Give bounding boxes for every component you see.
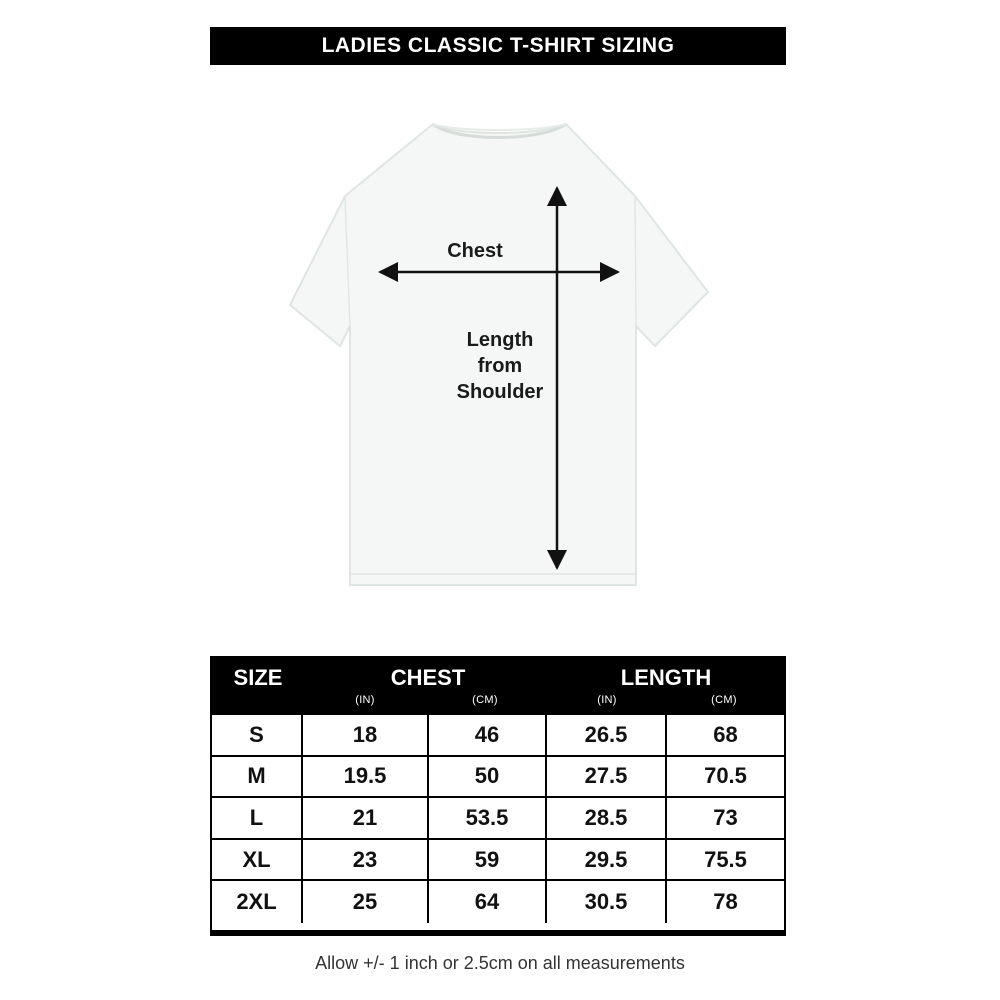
table-row: [212, 798, 784, 840]
header-chest-in: (IN): [355, 694, 375, 706]
cell-chest-in: 19.5: [303, 757, 429, 797]
table-row: [212, 757, 784, 799]
cell-size: XL: [212, 840, 303, 880]
cell-length-cm: 78: [713, 889, 738, 915]
header-chest: CHEST: [390, 665, 466, 690]
length-label-line: Length: [466, 329, 534, 351]
header-length-cm: (CM): [711, 694, 737, 706]
length-label-line: Shoulder: [456, 381, 544, 403]
cell-length-cm: 70.5: [704, 763, 747, 789]
cell-size: 2XL: [212, 881, 303, 923]
header-size: SIZE: [233, 665, 283, 690]
cell-length-cm: 68: [713, 721, 738, 747]
cell-size: L: [212, 798, 303, 838]
cell-chest-in: 21: [303, 798, 429, 838]
page-title: LADIES CLASSIC T-SHIRT SIZING: [210, 27, 786, 65]
cell-length-in: 28.5: [547, 798, 667, 838]
length-label: [430, 327, 570, 405]
cell-chest-cm: 59: [429, 840, 547, 880]
chest-label: Chest: [447, 240, 503, 262]
measurement-footnote: Allow +/- 1 inch or 2.5cm on all measurements: [315, 953, 685, 973]
cell-chest-in: 25: [303, 881, 429, 923]
cell-chest-in: 23: [303, 840, 429, 880]
cell-chest-cm: 64: [429, 881, 547, 923]
cell-length-in: 29.5: [547, 840, 667, 880]
cell-length-in: 27.5: [547, 757, 667, 797]
cell-length-cm: 75.5: [704, 846, 747, 872]
cell-chest-cm: 50: [429, 757, 547, 797]
cell-length-in: 30.5: [547, 881, 667, 923]
cell-chest-cm: 46: [429, 715, 547, 755]
header-chest-cm: (CM): [472, 694, 498, 706]
cell-size: M: [212, 757, 303, 797]
cell-chest-in: 18: [303, 715, 429, 755]
cell-length-cm: 73: [713, 804, 738, 830]
table-row: [212, 881, 784, 923]
header-length: LENGTH: [620, 665, 712, 690]
length-label-line: from: [477, 355, 523, 377]
table-bottom-bar: [210, 930, 786, 936]
cell-size: S: [212, 715, 303, 755]
size-table-header: [210, 656, 786, 713]
cell-length-in: 26.5: [547, 715, 667, 755]
size-table-body: [210, 713, 786, 936]
cell-chest-cm: 53.5: [429, 798, 547, 838]
table-row: [212, 840, 784, 882]
header-length-in: (IN): [597, 694, 617, 706]
table-row: [212, 715, 784, 757]
